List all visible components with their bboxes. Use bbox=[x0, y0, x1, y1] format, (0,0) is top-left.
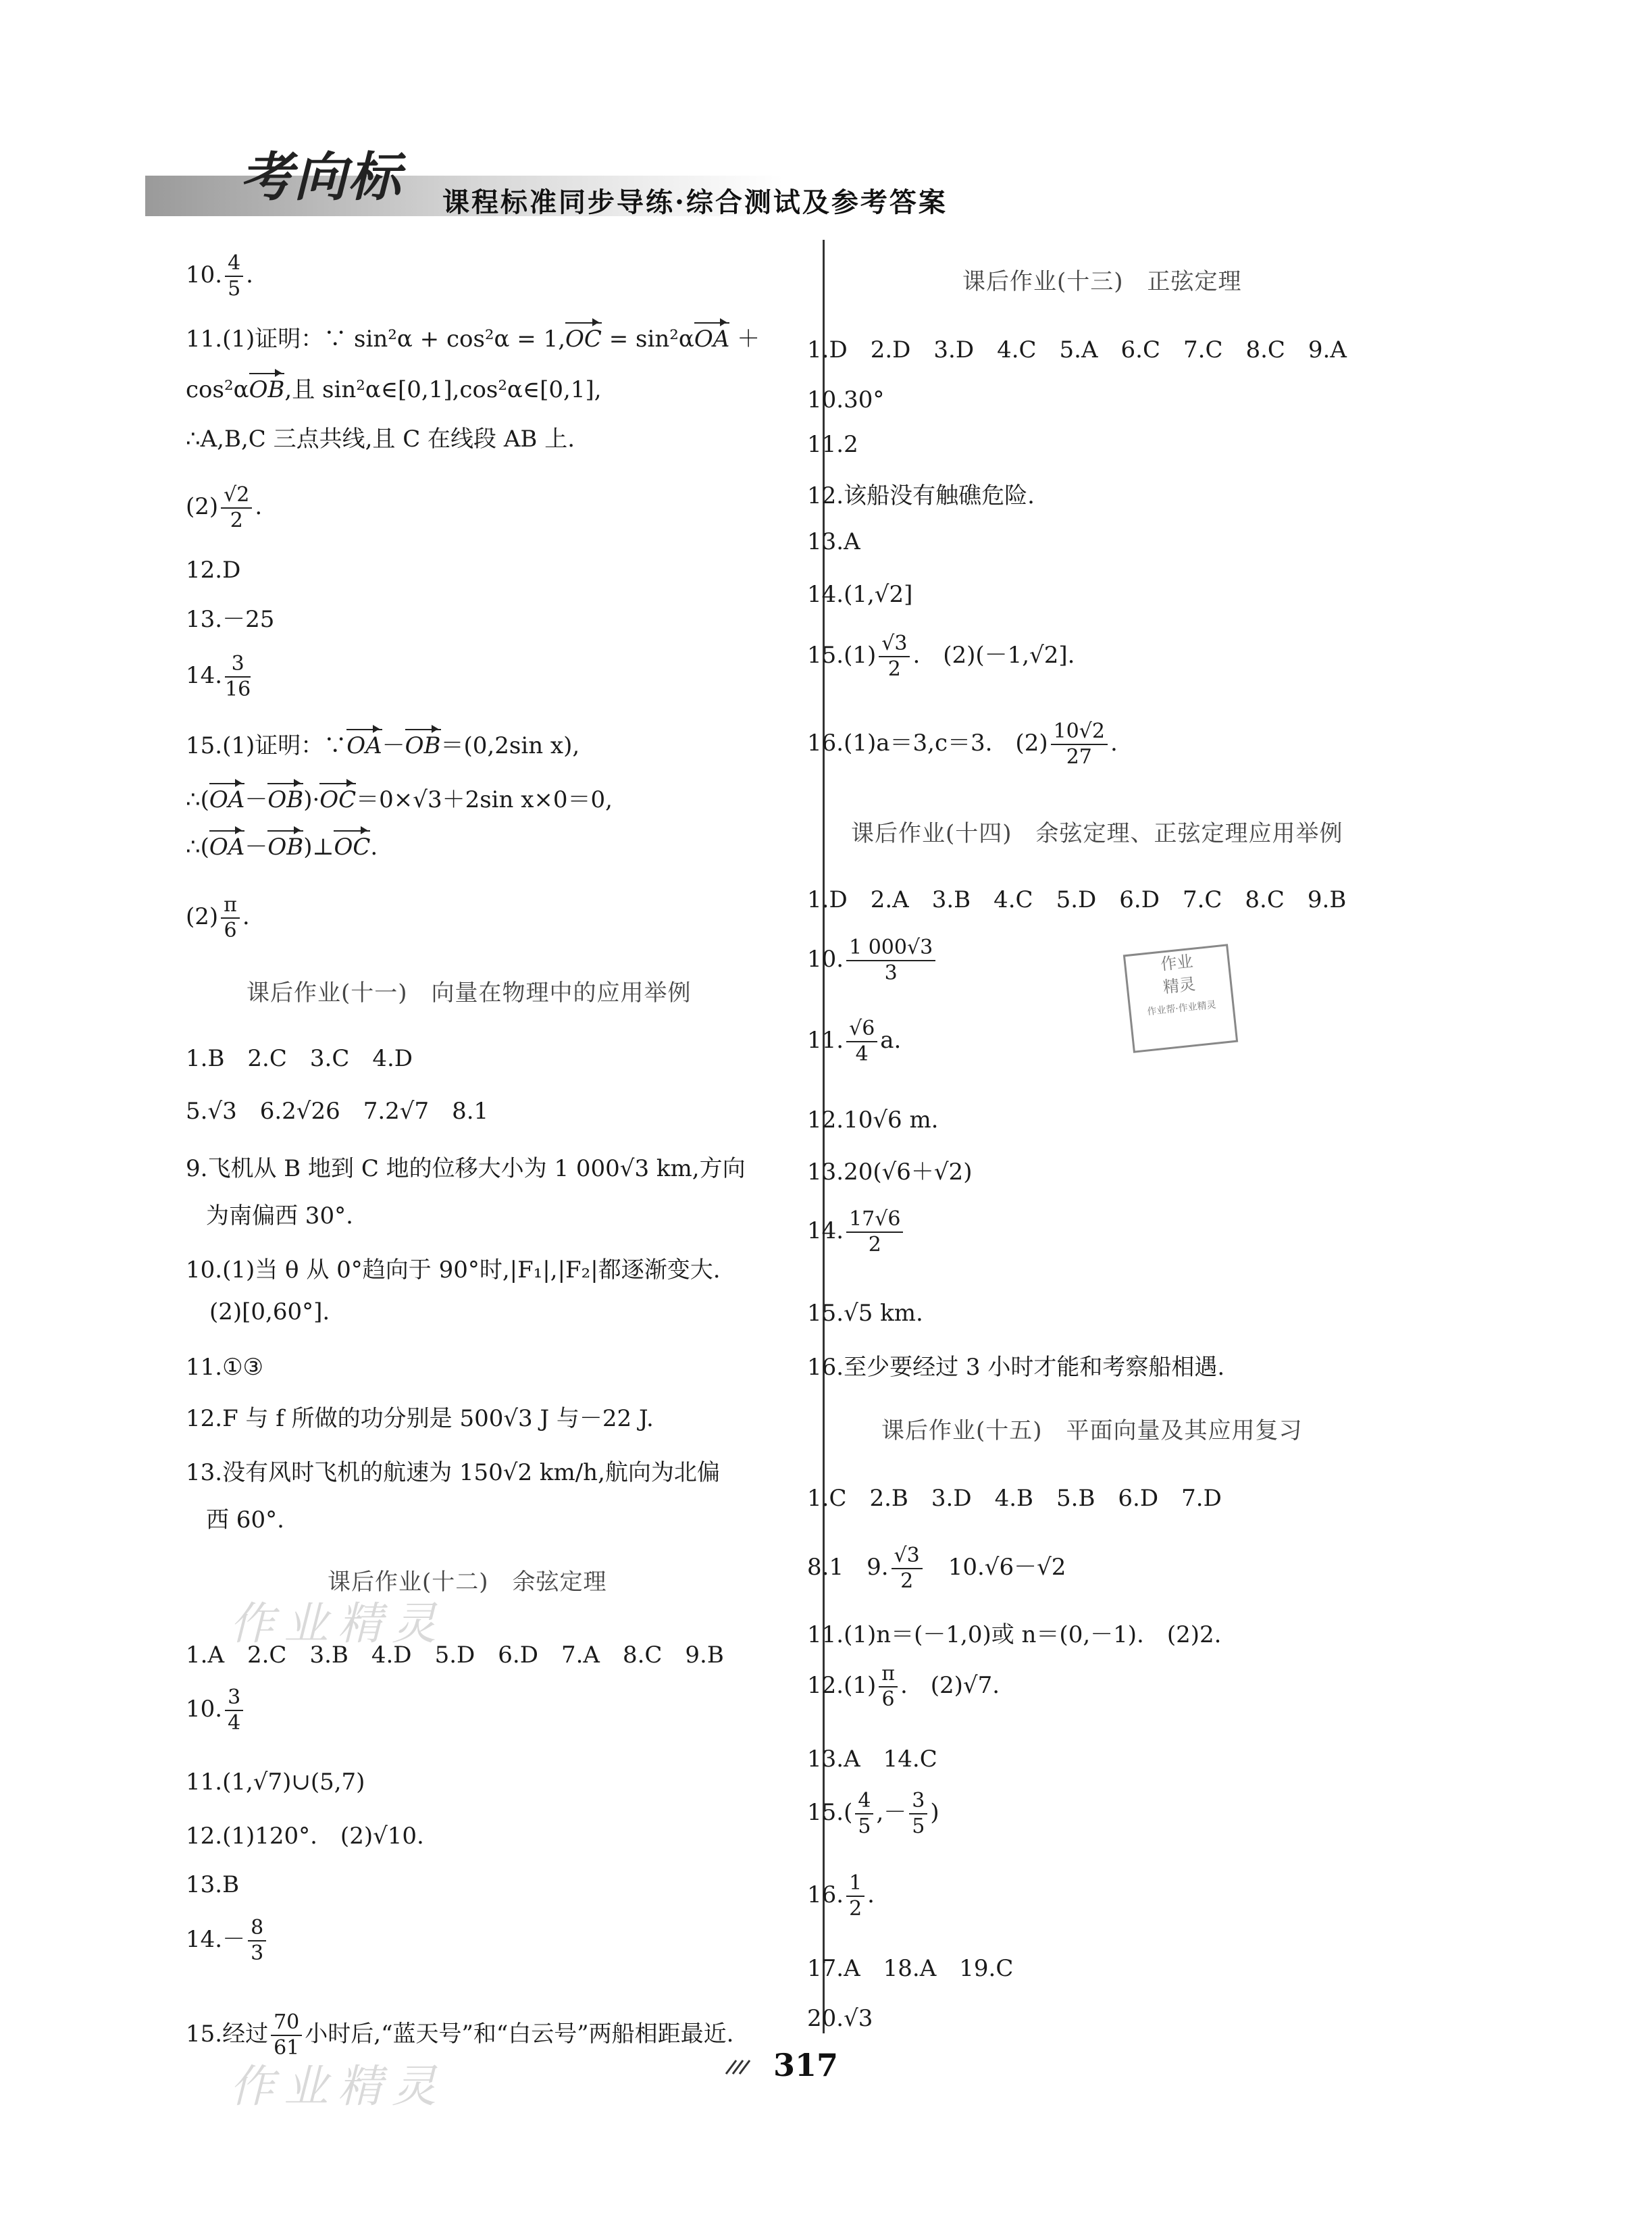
header-logo: 考向标 bbox=[240, 147, 403, 208]
answer-block-13-q14: 14.(1,√2] bbox=[807, 581, 913, 608]
answer-block-11-row1: 1.B 2.C 3.C 4.D bbox=[186, 1045, 413, 1072]
answer-block-14-q16: 16.至少要经过 3 小时才能和考察船相遇. bbox=[807, 1354, 1225, 1381]
answer-15-line1: 15.(1)证明：∵OA－OB＝(0,2sin x), bbox=[186, 732, 580, 759]
answer-block-14-q10: 10. $\frac{1 000√3}{3}$ bbox=[807, 936, 938, 986]
answer-block-14-row1: 1.D 2.A 3.B 4.C 5.D 6.D 7.C 8.C 9.B bbox=[807, 886, 1347, 913]
stamp-logo: 作业 精灵 作业帮·作业精灵 bbox=[1123, 944, 1238, 1053]
answer-15-line2: ∴(OA－OB)·OC＝0×√3＋2sin x×0＝0, bbox=[186, 786, 613, 813]
answer-block-15-q13-14: 13.A 14.C bbox=[807, 1746, 937, 1773]
answer-block-11-q9-line1: 9.飞机从 B 地到 C 地的位移大小为 1 000√3 km,方向 bbox=[186, 1155, 746, 1182]
section-14-title: 课后作业(十四) 余弦定理、正弦定理应用举例 bbox=[851, 820, 1343, 847]
section-12-title: 课后作业(十二) 余弦定理 bbox=[328, 1569, 607, 1596]
answer-block-15-row1: 1.C 2.B 3.D 4.B 5.B 6.D 7.D bbox=[807, 1485, 1222, 1512]
answer-block-12-q13: 13.B bbox=[186, 1871, 240, 1898]
answer-13: 13.－25 bbox=[186, 606, 275, 633]
header-title: 课程标准同步导练·综合测试及参考答案 bbox=[442, 186, 948, 218]
page-number: 317 bbox=[773, 2047, 839, 2083]
answer-block-12-q10: 10. $\frac{3}{4}$ bbox=[186, 1685, 246, 1735]
watermark: 作业精灵 bbox=[230, 1598, 446, 1650]
section-11-title: 课后作业(十一) 向量在物理中的应用举例 bbox=[247, 980, 692, 1007]
answer-block-13-q12: 12.该船没有触礁危险. bbox=[807, 482, 1035, 509]
answer-11-line4: (2) $\frac{√2}{2}$ . bbox=[186, 483, 263, 532]
answer-block-11-q13-line1: 13.没有风时飞机的航速为 150√2 km/h,航向为北偏 bbox=[186, 1459, 720, 1486]
answer-block-12-q12: 12.(1)120°. (2)√10. bbox=[186, 1823, 424, 1850]
answer-14: 14. $\frac{3}{16}$ bbox=[186, 652, 251, 701]
answer-11-line2: cos²αOB,且 sin²α∈[0,1],cos²α∈[0,1], bbox=[186, 376, 602, 403]
section-15-title: 课后作业(十五) 平面向量及其应用复习 bbox=[881, 1417, 1303, 1444]
answer-block-15-q15: 15.( $\frac{4}{5}$ ,－ $\frac{3}{5}$ ) bbox=[807, 1789, 939, 1838]
answer-block-13-q11: 11.2 bbox=[807, 431, 858, 458]
answer-block-11-q11: 11.①③ bbox=[186, 1354, 264, 1381]
answer-10: 10. $\frac{4}{5}$ . bbox=[186, 251, 253, 301]
answer-block-15-q17-19: 17.A 18.A 19.C bbox=[807, 1955, 1014, 1982]
watermark-bottom: 作业精灵 bbox=[230, 2060, 446, 2112]
answer-block-13-q16: 16.(1)a＝3,c＝3. (2) $\frac{10√2}{27}$ . bbox=[807, 719, 1118, 769]
answer-block-11-q12: 12.F 与 f 所做的功分别是 500√3 J 与－22 J. bbox=[186, 1405, 654, 1432]
answer-block-12-q15: 15.经过 $\frac{70}{61}$ 小时后,“蓝天号”和“白云号”两船相距最近. bbox=[186, 2010, 734, 2060]
answer-block-13-q13: 13.A bbox=[807, 528, 860, 555]
answer-11-line1: 11.(1)证明：∵ sin²α + cos²α = 1,OC = sin²αOA ＋ bbox=[186, 326, 760, 353]
page-header bbox=[145, 135, 996, 223]
answer-block-15-q20: 20.√3 bbox=[807, 2005, 873, 2032]
answer-15-line3: ∴(OA－OB)⊥OC. bbox=[186, 834, 378, 861]
section-13-title: 课后作业(十三) 正弦定理 bbox=[962, 268, 1242, 295]
answer-block-14-q11: 11. $\frac{√6}{4}$ a. bbox=[807, 1017, 902, 1066]
answer-block-12-row1: 1.A 2.C 3.B 4.D 5.D 6.D 7.A 8.C 9.B bbox=[186, 1642, 724, 1669]
answer-block-13-q15: 15.(1) $\frac{√3}{2}$ . (2)(－1,√2]. bbox=[807, 632, 1075, 681]
answer-15-line4: (2) $\frac{\pi}{6}$ . bbox=[186, 893, 250, 942]
answer-12: 12.D bbox=[186, 557, 241, 584]
answer-block-14-q13: 13.20(√6＋√2) bbox=[807, 1159, 973, 1186]
answer-block-11-q13-line2: 西 60°. bbox=[206, 1506, 284, 1533]
answer-block-11-q9-line2: 为南偏西 30°. bbox=[206, 1202, 353, 1229]
answer-block-13-q10: 10.30° bbox=[807, 386, 885, 413]
answer-block-15-row2: 8.1 9. $\frac{√3}{2}$ 10.√6－√2 bbox=[807, 1544, 1066, 1593]
answer-block-15-q16: 16. $\frac{1}{2}$ . bbox=[807, 1871, 875, 1921]
answer-block-13-row1: 1.D 2.D 3.D 4.C 5.A 6.C 7.C 8.C 9.A bbox=[807, 336, 1347, 363]
answer-block-15-q11: 11.(1)n＝(－1,0)或 n＝(0,－1). (2)2. bbox=[807, 1621, 1222, 1648]
answer-block-14-q14: 14. $\frac{17√6}{2}$ bbox=[807, 1207, 906, 1257]
answer-11-line3: ∴A,B,C 三点共线,且 C 在线段 AB 上. bbox=[186, 426, 575, 453]
answer-block-12-q11: 11.(1,√7)∪(5,7) bbox=[186, 1769, 365, 1796]
answer-block-11-q10-line1: 10.(1)当 θ 从 0°趋向于 90°时,|F₁|,|F₂|都逐渐变大. bbox=[186, 1256, 721, 1284]
page-number-ornament bbox=[719, 2054, 767, 2081]
answer-block-15-q12: 12.(1) $\frac{\pi}{6}$ . (2)√7. bbox=[807, 1662, 1000, 1711]
answer-block-14-q15: 15.√5 km. bbox=[807, 1300, 923, 1327]
answer-block-11-row2: 5.√3 6.2√26 7.2√7 8.1 bbox=[186, 1098, 489, 1125]
answer-block-12-q14: 14.－ $\frac{8}{3}$ bbox=[186, 1916, 269, 1966]
answer-block-14-q12: 12.10√6 m. bbox=[807, 1107, 939, 1134]
answer-block-11-q10-line2: (2)[0,60°]. bbox=[209, 1298, 330, 1325]
